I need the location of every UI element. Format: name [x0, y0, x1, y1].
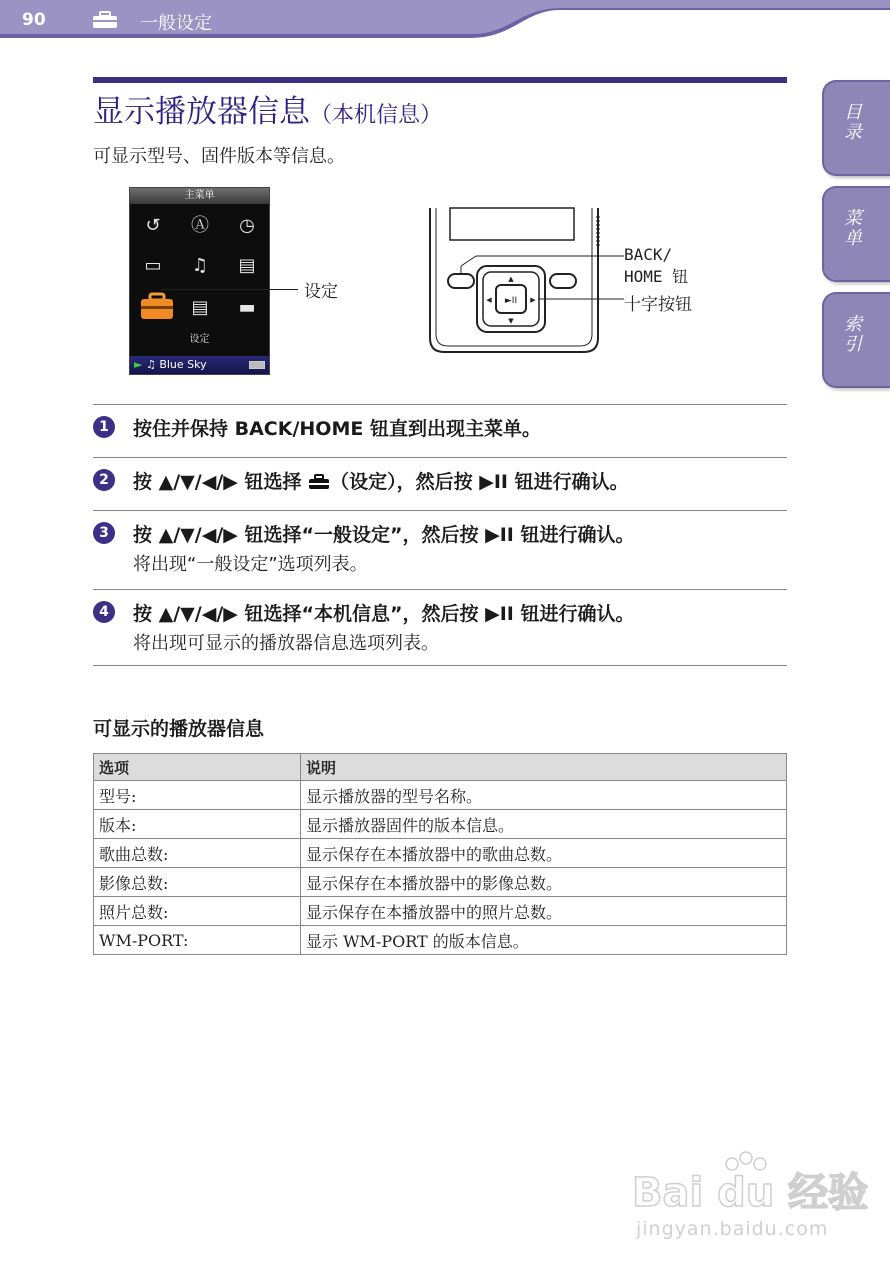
option-cell: 影像总数:: [94, 868, 301, 897]
step-text: 按住并保持 BACK/HOME 钮直到出现主菜单。: [133, 418, 541, 440]
header-band: [0, 0, 890, 40]
description-cell: 显示 WM-PORT 的版本信息。: [301, 926, 787, 955]
page-number: 90: [22, 10, 46, 30]
column-header: 选项: [94, 754, 301, 781]
music-icon: ♫: [191, 255, 209, 276]
settings-icon: [138, 288, 176, 324]
section-title: 一般设定: [140, 13, 212, 34]
back-home-label-line1: BACK/: [624, 245, 673, 264]
page-header: [0, 0, 890, 40]
description-cell: 显示保存在本播放器中的歌曲总数。: [301, 839, 787, 868]
step-number: 2: [93, 469, 115, 491]
intro-text: 可显示型号、固件版本等信息。: [93, 146, 345, 167]
svg-text:◀: ◀: [486, 296, 492, 304]
description-cell: 显示保存在本播放器中的影像总数。: [301, 868, 787, 897]
clock-icon: ◷: [239, 215, 255, 236]
table-row: [94, 839, 787, 868]
description-cell: 显示播放器固件的版本信息。: [301, 810, 787, 839]
step-number: 1: [93, 416, 115, 438]
option-cell: 版本:: [94, 810, 301, 839]
settings-callout: 设定: [304, 282, 338, 302]
page-title: [93, 86, 442, 131]
description-cell: 显示播放器的型号名称。: [301, 781, 787, 810]
watermark-brand: Bai du 经验: [632, 1170, 869, 1216]
now-playing-bar: [130, 356, 269, 374]
step-text: 按 ▲/▼/◀/▶ 钮选择“本机信息”，然后按 ▶II 钮进行确认。: [133, 603, 635, 625]
svg-text:►II: ►II: [504, 296, 518, 306]
toolbox-icon: [308, 474, 330, 490]
step-subtext: 将出现“一般设定”选项列表。: [133, 554, 368, 575]
title-rule: [93, 77, 787, 83]
now-playing-title: ♫ Blue Sky: [145, 358, 207, 371]
screen-title: 主菜单: [130, 188, 269, 204]
main-menu-screen: [129, 187, 270, 375]
tab-table-of-contents[interactable]: [822, 80, 890, 176]
photo-icon: ▭: [144, 255, 162, 276]
table-row: [94, 926, 787, 955]
player-device-diagram: [428, 208, 600, 354]
step-text-part-b: （设定），然后按 ▶II 钮进行确认。: [330, 471, 629, 493]
tab-label: 索引: [841, 314, 862, 354]
tab-label: 菜单: [841, 208, 862, 248]
toolbox-icon: [92, 11, 118, 29]
step-divider: [93, 589, 787, 590]
svg-text:▲: ▲: [508, 275, 514, 283]
title-sub: （本机信息）: [310, 103, 443, 128]
step-text: [133, 467, 629, 494]
option-cell: 照片总数:: [94, 897, 301, 926]
step-text: 按 ▲/▼/◀/▶ 钮选择“一般设定”，然后按 ▶II 钮进行确认。: [133, 524, 635, 546]
option-cell: 型号:: [94, 781, 301, 810]
svg-text:▶: ▶: [530, 296, 536, 304]
table-row: [94, 810, 787, 839]
playlist-icon: ▬: [238, 297, 256, 318]
option-cell: 歌曲总数:: [94, 839, 301, 868]
description-cell: 显示保存在本播放器中的照片总数。: [301, 897, 787, 926]
column-header: 说明: [301, 754, 787, 781]
document-icon: ▤: [191, 297, 209, 318]
callout-line: [160, 289, 298, 290]
step-number: 4: [93, 601, 115, 623]
option-cell: WM-PORT:: [94, 926, 301, 955]
step-subtext: 将出现可显示的播放器信息选项列表。: [133, 633, 439, 654]
tab-menu[interactable]: [822, 186, 890, 282]
repeat-icon: ↺: [145, 215, 161, 236]
play-indicator-icon: ►: [134, 358, 143, 371]
table-row: [94, 897, 787, 926]
table-row: [94, 781, 787, 810]
step-divider: [93, 404, 787, 405]
step-text-part-a: 按 ▲/▼/◀/▶ 钮选择: [133, 471, 309, 493]
svg-text:▼: ▼: [508, 317, 514, 325]
watermark-url: jingyan.baidu.com: [636, 1218, 829, 1240]
video-icon: ▤: [238, 255, 256, 276]
table-row: [94, 868, 787, 897]
tab-index[interactable]: [822, 292, 890, 388]
back-home-label: [624, 244, 688, 288]
tab-label: 目录: [841, 102, 862, 142]
screen-selected-label: 设定: [189, 334, 210, 345]
step-divider: [93, 665, 787, 666]
table-heading: 可显示的播放器信息: [93, 718, 265, 740]
step-number: 3: [93, 522, 115, 544]
cross-button-label: 十字按钮: [624, 295, 692, 315]
back-home-label-line2: HOME 钮: [624, 267, 689, 286]
step-divider: [93, 510, 787, 511]
search-icon: Ⓐ: [191, 215, 209, 236]
player-info-table: [93, 753, 787, 955]
table-header-row: [94, 754, 787, 781]
step-divider: [93, 457, 787, 458]
title-main: 显示播放器信息: [93, 94, 310, 130]
battery-icon: [249, 361, 265, 369]
